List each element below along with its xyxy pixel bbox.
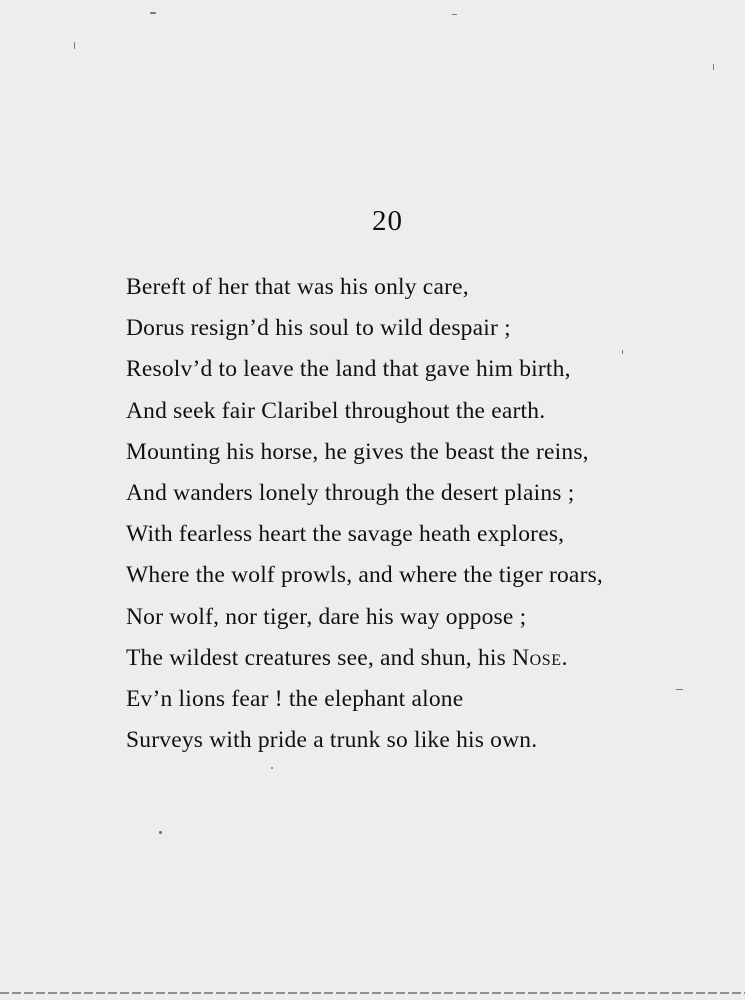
poem-line: With fearless heart the savage heath explores, [126,521,565,548]
poem-line: And wanders lonely through the desert plains ; [126,479,575,506]
page-number: 20 [372,205,403,237]
print-speck [74,42,75,49]
poem-line: Ev’n lions fear ! the elephant alone [126,685,464,712]
print-speck [452,14,457,15]
print-speck [159,831,162,834]
poem-line: Where the wolf prowls, and where the tiger roars, [126,562,604,589]
poem-line: And seek fair Claribel throughout the earth. [126,397,546,424]
emphasized-word: Nose [512,644,562,671]
print-speck [150,12,156,14]
poem-line: Mounting his horse, he gives the beast the reins, [126,438,589,465]
page-bottom-edge [0,992,745,994]
poem-text [126,267,726,761]
poem-line: Nor wolf, nor tiger, dare his way oppose ; [126,603,527,630]
poem-line: Resolv’d to leave the land that gave him birth, [126,356,571,383]
poem-line: Surveys with pride a trunk so like his own. [126,727,538,754]
print-speck [271,767,273,769]
poem-line: Bereft of her that was his only care, [126,274,469,300]
poem-line [126,638,726,679]
poem-line-text: The wildest creatures see, and shun, his [126,644,513,671]
print-speck [713,64,714,70]
poem-line: Dorus resign’d his soul to wild despair ; [126,315,511,342]
poem-line-punctuation: . [561,644,568,671]
